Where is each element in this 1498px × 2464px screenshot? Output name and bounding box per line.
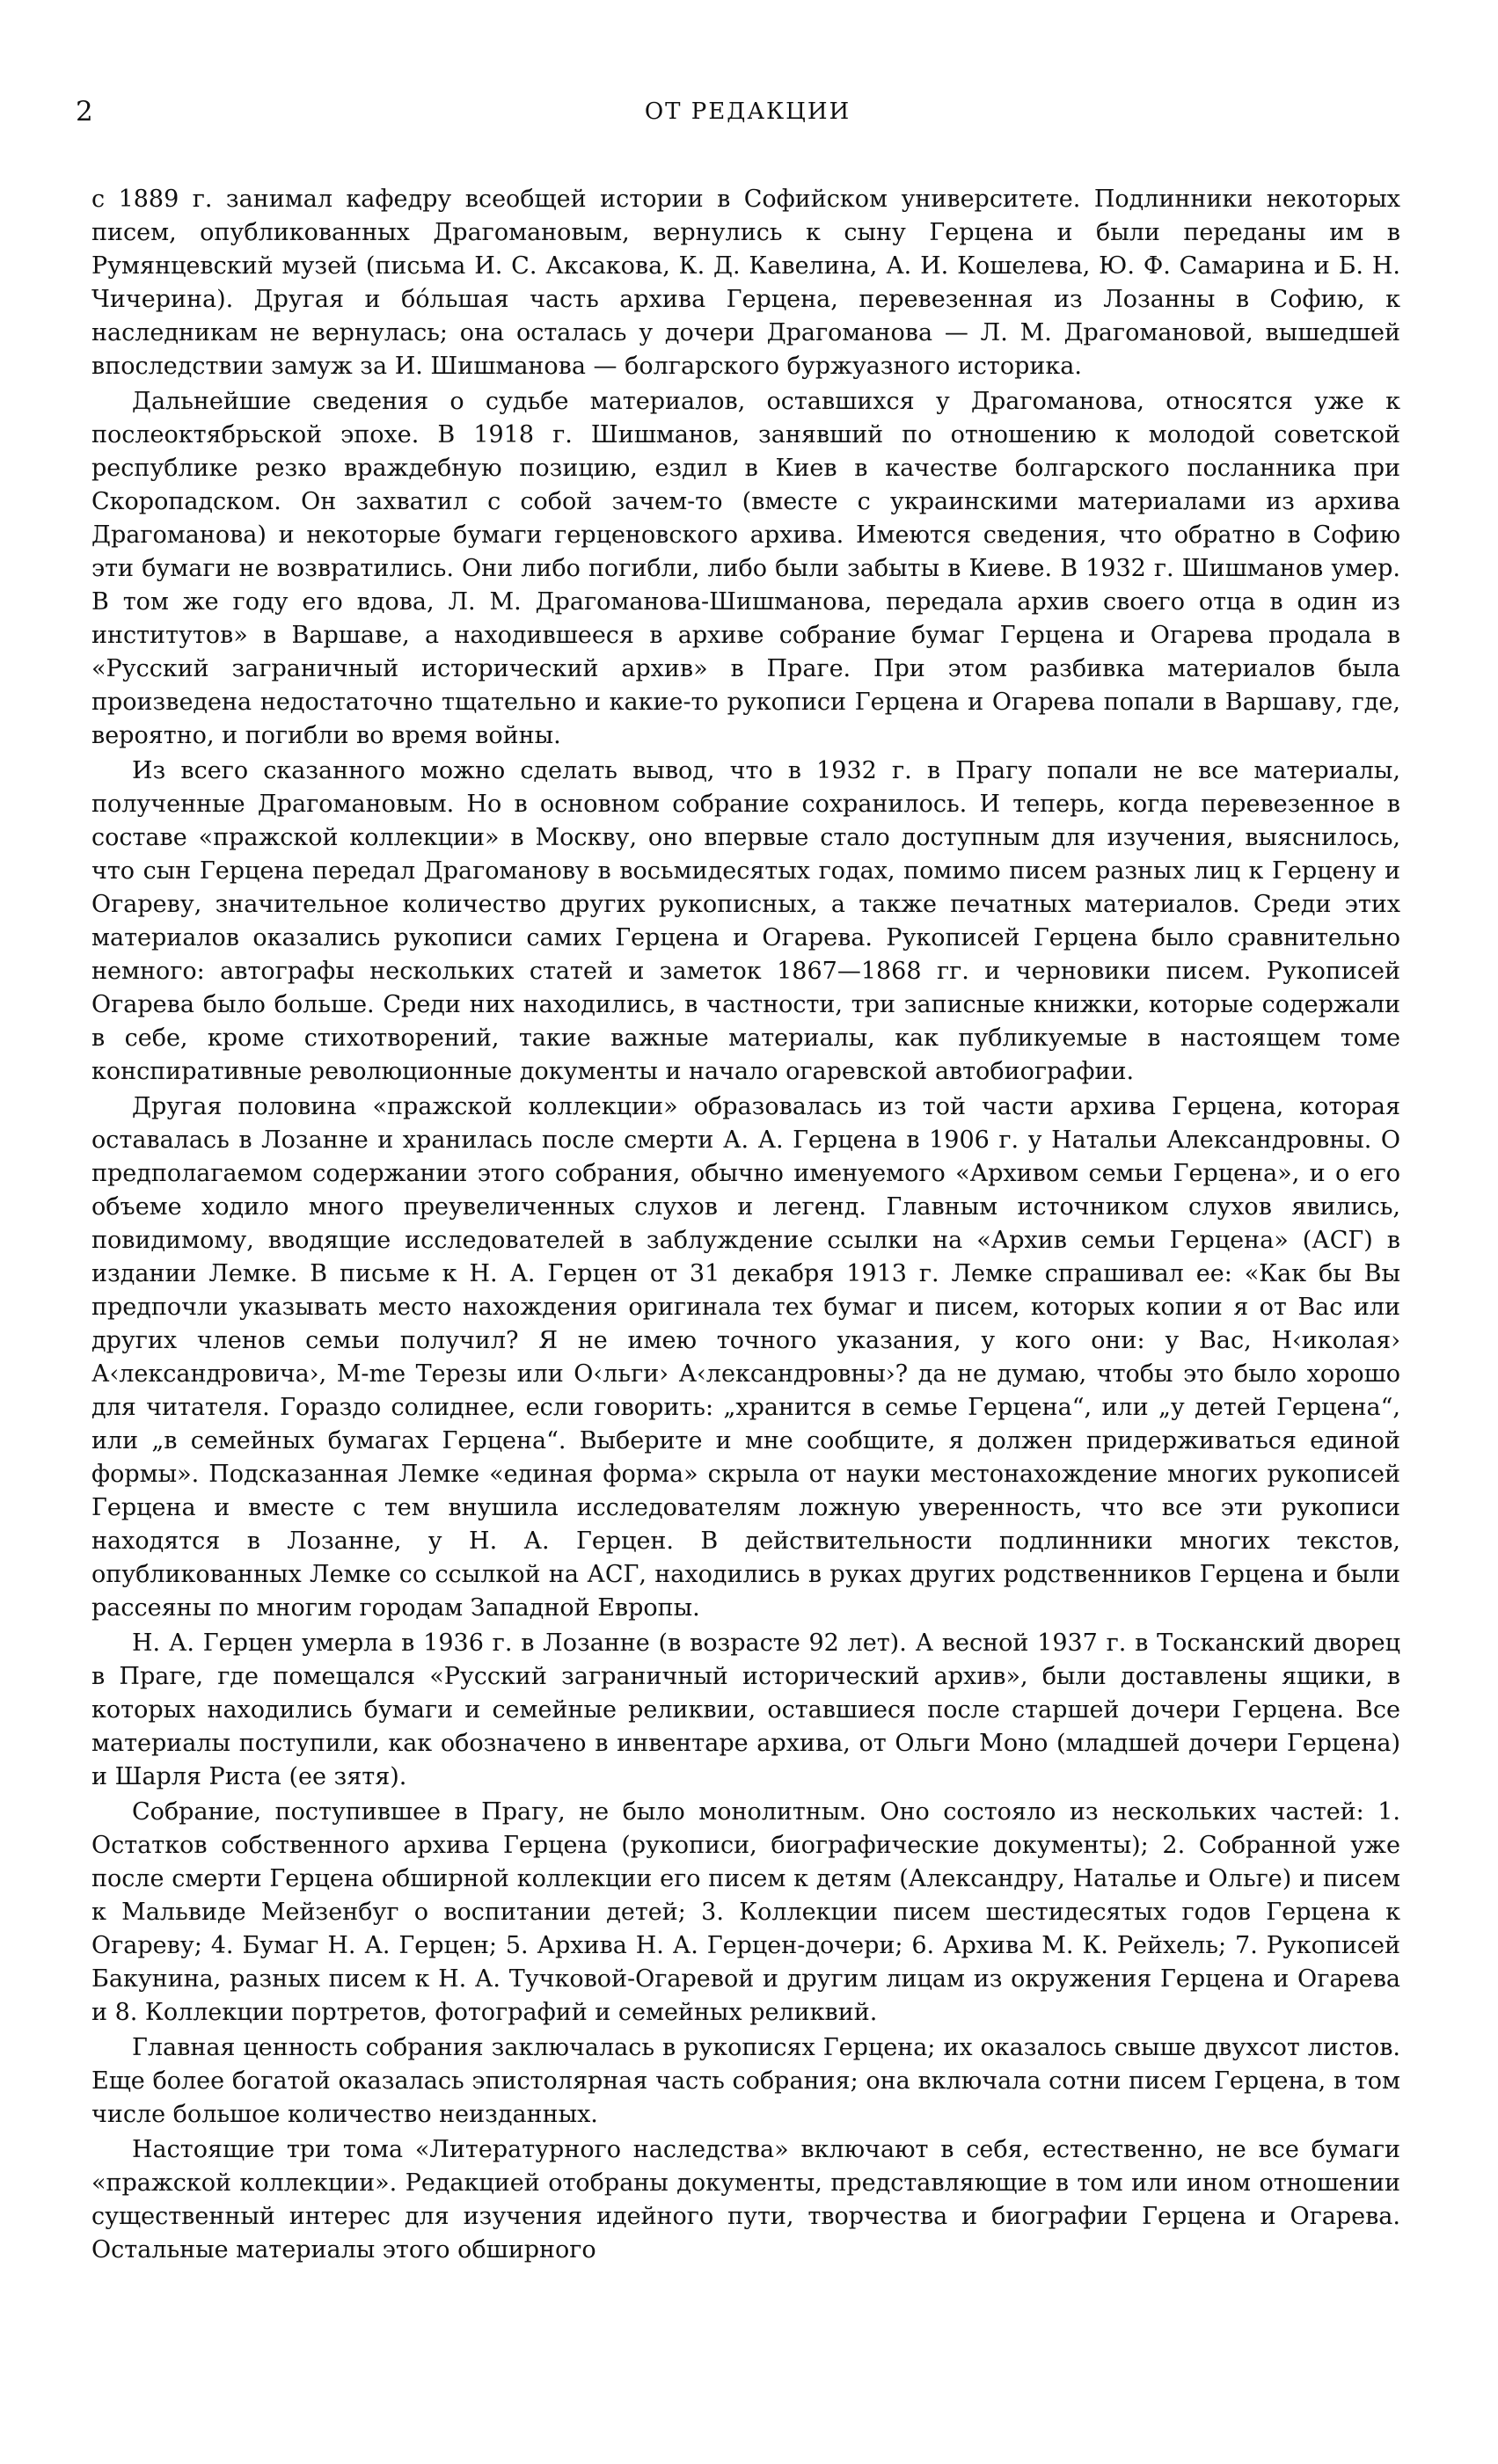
paragraph: Дальнейшие сведения о судьбе материалов, оставшихся у Драгоманова, относятся уже к послеоктябрьской эпохе. В 1918 г. Шишманов, занявший по отношению к молодой советской республике резко враждебную позицию, ездил в Киев в качестве болгарского посланника при Скоропадском. Он захватил с собой зачем-то (вместе с украинскими материалами из архива Драгоманова) и некоторые бумаги герценовского архива. Имеются сведения, что обратно в Софию эти бумаги не возвратились. Они либо погибли, либо были забыты в Киеве. В 1932 г. Шишманов умер. В том же году его вдова, Л. М. Драгоманова-Шишманова, передала архив своего отца в один из институтов» в Варшаве, а находившееся в архиве собрание бумаг Герцена и Огарева продала в «Русский заграничный исторический архив» в Праге. При этом разбивка материалов была произведена недостаточно тщательно и какие-то рукописи Герцена и Огарева попали в Варшаву, где, вероятно, и погибли во время войны. [91,388,1400,749]
paragraph: Из всего сказанного можно сделать вывод, что в 1932 г. в Прагу попали не все материалы, полученные Драгомановым. Но в основном собрание сохранилось. И теперь, когда перевезенное в составе «пражской коллекции» в Москву, оно впервые стало доступным для изучения, выяснилось, что сын Герцена передал Драгоманову в восьмидесятых годах, помимо писем разных лиц к Герцену и Огареву, значительное количество других рукописных, а также печатных материалов. Среди этих материалов оказались рукописи самих Герцена и Огарева. Рукописей Герцена было сравнительно немного: автографы нескольких статей и заметок 1867—1868 гг. и черновики писем. Рукописей Огарева было больше. Среди них находились, в частности, три записные книжки, которые содержали в себе, кроме стихотворений, такие важные материалы, как публикуемые в настоящем томе конспиративные революционные документы и начало огаревской автобиографии. [91,757,1400,1085]
paragraph: Настоящие три тома «Литературного наследства» включают в себя, естественно, не все бумаги «пражской коллекции». Редакцией отобраны документы, представляющие в том или ином отношении существенный интерес для изучения идейного пути, творчества и биографии Герцена и Огарева. Остальные материалы этого обширного [91,2136,1400,2264]
page-header [76,91,1420,132]
paragraph: Н. А. Герцен умерла в 1936 г. в Лозанне (в возрасте 92 лет). А весной 1937 г. в Тосканский дворец в Праге, где помещался «Русский заграничный исторический архив», были доставлены ящики, в которых находились бумаги и семейные реликвии, оставшиеся после старшей дочери Герцена. Все материалы поступили, как обозначено в инвентаре архива, от Ольги Моно (младшей дочери Герцена) и Шарля Риста (ее зятя). [91,1629,1400,1790]
page-number: 2 [76,96,93,128]
paragraph: Главная ценность собрания заключалась в рукописях Герцена; их оказалось свыше двухсот листов. Еще более богатой оказалась эпистолярная часть собрания; она включала сотни писем Герцена, в том числе большое количество неизданных. [91,2034,1400,2128]
paragraph: Собрание, поступившее в Прагу, не было монолитным. Оно состояло из нескольких частей: 1. Остатков собственного архива Герцена (рукописи, биографические документы); 2. Собранной уже после смерти Герцена обширной коллекции его писем к детям (Александру, Наталье и Ольге) и писем к Мальвиде Мейзенбуг о воспитании детей; 3. Коллекции писем шестидесятых годов Герцена к Огареву; 4. Бумаг Н. А. Герцен; 5. Архива Н. А. Герцен-дочери; 6. Архива М. К. Рейхель; 7. Рукописей Бакунина, разных писем к Н. А. Тучковой-Огаревой и другим лицам из окружения Герцена и Огарева и 8. Коллекции портретов, фотографий и семейных реликвий. [91,1798,1400,2026]
paragraph: Другая половина «пражской коллекции» образовалась из той части архива Герцена, которая оставалась в Лозанне и хранилась после смерти А. А. Герцена в 1906 г. у Натальи Александровны. О предполагаемом содержании этого собрания, обычно именуемого «Архивом семьи Герцена», и о его объеме ходило много преувеличенных слухов и легенд. Главным источником слухов явились, повидимому, вводящие исследователей в заблуждение ссылки на «Архив семьи Герцена» (АСГ) в издании Лемке. В письме к Н. А. Герцен от 31 декабря 1913 г. Лемке спрашивал ее: «Как бы Вы предпочли указывать место нахождения оригинала тех бумаг и писем, которых копии я от Вас или других членов семьи получил? Я не имею точного указания, у кого они: у Вас, Н‹иколая› А‹лександровича›, M-me Терезы или О‹льги› А‹лександровны›? да не думаю, чтобы это было хорошо для читателя. Гораздо солиднее, если говорить: „хранится в семье Герцена“, или „у детей Герцена“, или „в семейных бумагах Герцена“. Выберите и мне сообщите, я должен придерживаться единой формы». Подсказанная Лемке «единая форма» скрыла от науки местонахождение многих рукописей Герцена и вместе с тем внушила исследователям ложную уверенность, что все эти рукописи находятся в Лозанне, у Н. А. Герцен. В действительности подлинники многих текстов, опубликованных Лемке со ссылкой на АСГ, находились в руках других родственников Герцена и были рассеяны по многим городам Западной Европы. [91,1093,1400,1622]
running-head: ОТ РЕДАКЦИИ [644,98,851,125]
paragraph: с 1889 г. занимал кафедру всеобщей истории в Софийском университете. Подлинники некоторых писем, опубликованных Драгомановым, вернулись к сыну Герцена и были переданы им в Румянцевский музей (письма И. С. Аксакова, К. Д. Кавелина, А. И. Кошелева, Ю. Ф. Самарина и Б. Н. Чичерина). Другая и бóльшая часть архива Герцена, перевезенная из Лозанны в Софию, к наследникам не вернулась; она осталась у дочери Драгоманова — Л. М. Драгомановой, вышедшей впоследствии замуж за И. Шишманова — болгарского буржуазного историка. [91,186,1400,380]
body-text [91,183,1400,2269]
